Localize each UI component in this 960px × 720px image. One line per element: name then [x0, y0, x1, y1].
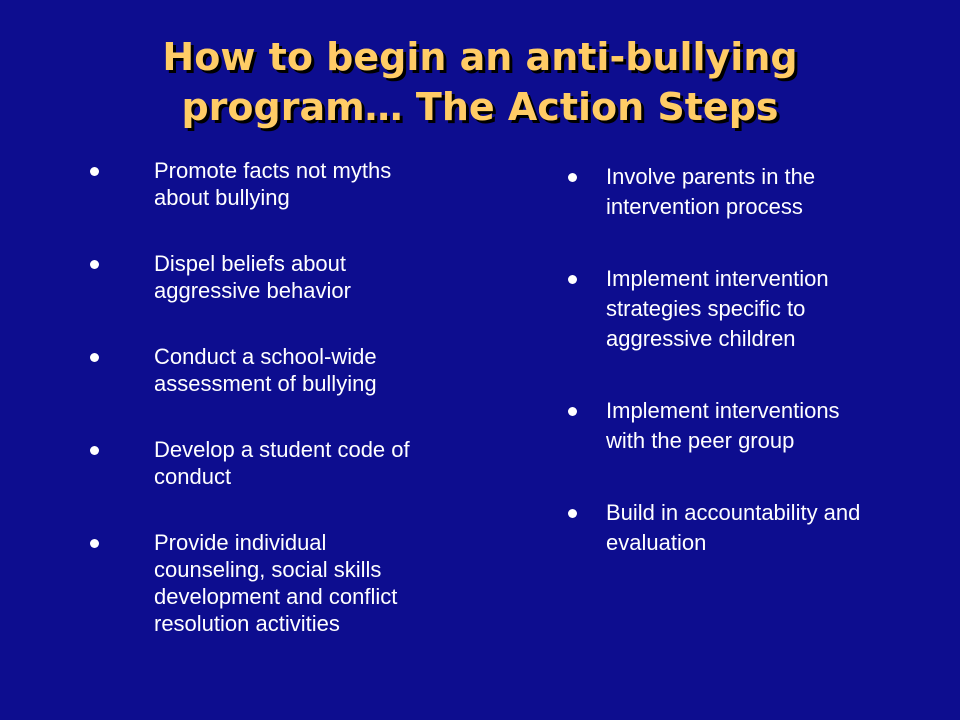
item-line: aggressive children	[606, 326, 796, 351]
item-line: resolution activities	[154, 611, 340, 636]
item-line: counseling, social skills	[154, 557, 382, 582]
item-line: Promote facts not myths	[154, 158, 392, 183]
bullet-dot-icon	[90, 539, 99, 548]
item-line: Develop a student code of	[154, 437, 410, 462]
bullet-item-conduct-assessment	[90, 343, 490, 397]
item-line: intervention process	[606, 194, 803, 219]
item-line: conduct	[154, 464, 232, 489]
item-line: Conduct a school-wide	[154, 344, 377, 369]
bullet-item-peer-group	[568, 396, 938, 456]
bullet-dot-icon	[568, 173, 577, 182]
item-line: Implement intervention	[606, 266, 829, 291]
title-line-2: program… The Action Steps	[181, 85, 779, 129]
bullet-item-individual-counseling	[90, 529, 490, 637]
item-line: strategies specific to	[606, 296, 806, 321]
item-line: assessment of bullying	[154, 371, 377, 396]
bullet-dot-icon	[568, 275, 577, 284]
left-bullet-list	[90, 157, 490, 676]
bullet-item-accountability	[568, 498, 938, 558]
item-line: aggressive behavior	[154, 278, 351, 303]
bullet-dot-icon	[90, 353, 99, 362]
item-line: development and conflict	[154, 584, 398, 609]
item-line: Dispel beliefs about	[154, 251, 347, 276]
item-line: Involve parents in the	[606, 164, 816, 189]
item-line: with the peer group	[606, 428, 795, 453]
slide-title	[0, 32, 960, 132]
bullet-item-dispel-beliefs	[90, 250, 490, 304]
bullet-dot-icon	[568, 407, 577, 416]
item-line: Build in accountability and	[606, 500, 861, 525]
title-line-1: How to begin an anti-bullying	[162, 35, 798, 79]
bullet-item-promote-facts	[90, 157, 490, 211]
bullet-item-intervention-strategies	[568, 264, 938, 354]
right-bullet-list	[568, 162, 938, 600]
bullet-dot-icon	[568, 509, 577, 518]
item-line: Provide individual	[154, 530, 327, 555]
item-line: Implement interventions	[606, 398, 840, 423]
item-line: about bullying	[154, 185, 290, 210]
bullet-item-involve-parents	[568, 162, 938, 222]
bullet-dot-icon	[90, 260, 99, 269]
item-line: evaluation	[606, 530, 707, 555]
bullet-item-code-of-conduct	[90, 436, 490, 490]
bullet-dot-icon	[90, 446, 99, 455]
bullet-dot-icon	[90, 167, 99, 176]
